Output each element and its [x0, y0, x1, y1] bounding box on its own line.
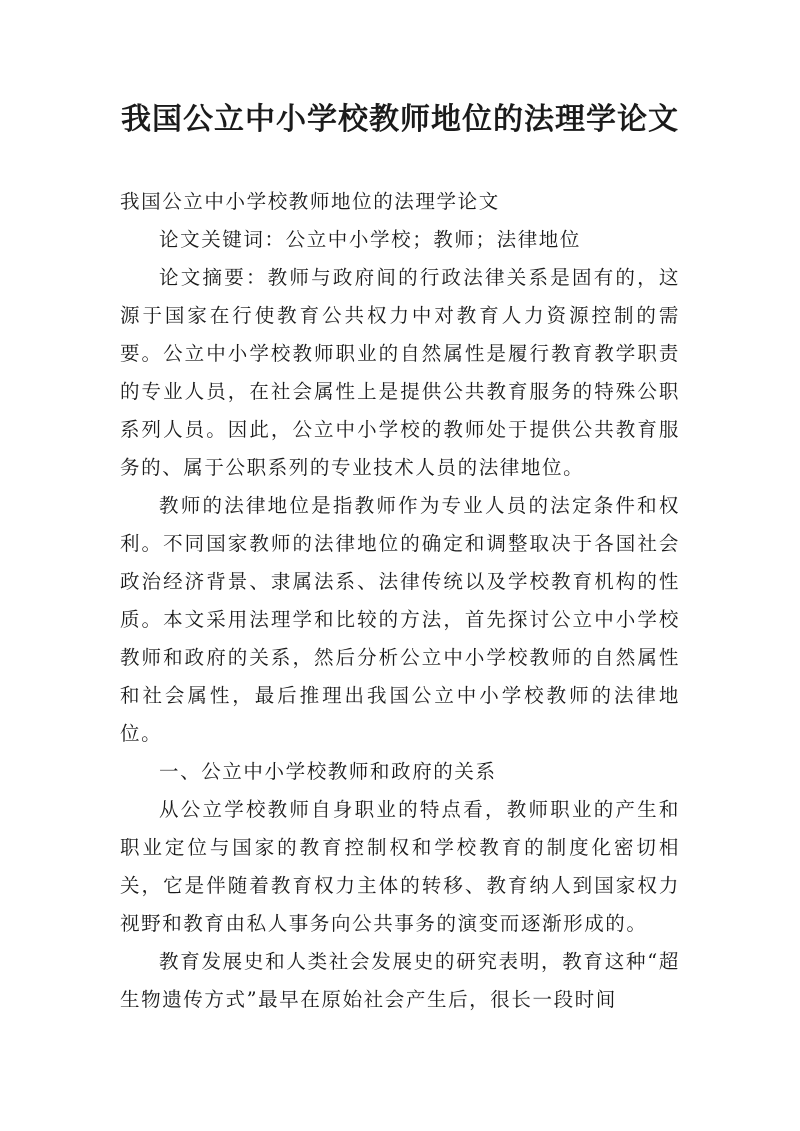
document-body — [120, 183, 680, 1019]
body-paragraph: 从公立学校教师自身职业的特点看，教师职业的产生和职业定位与国家的教育控制权和学校教育的制度化密切相关，它是伴随着教育权力主体的转移、教育纳人到国家权力视野和教育由私人事务向公共事务的演变而逐渐形成的。 — [120, 798, 680, 935]
intro-paragraph: 教师的法律地位是指教师作为专业人员的法定条件和权利。不同国家教师的法律地位的确定和调整取决于各国社会政治经济背景、隶属法系、法律传统以及学校教育机构的性质。本文采用法理学和比较的方法，首先探讨公立中小学校教师和政府的关系，然后分析公立中小学校教师的自然属性和社会属性，最后推理出我国公立中小学校教师的法律地位。 — [120, 494, 680, 745]
section-heading: 一、公立中小学校教师和政府的关系 — [159, 760, 497, 783]
abstract-paragraph: 论文摘要：教师与政府间的行政法律关系是固有的，这源于国家在行使教育公共权力中对教育人力资源控制的需要。公立中小学校教师职业的自然属性是履行教育教学职责的专业人员，在社会属性上是提供公共教育服务的特殊公职系列人员。因此，公立中小学校的教师处于提供公共教育服务的、属于公职系列的专业技术人员的法律地位。 — [120, 266, 680, 479]
article-title-line: 我国公立中小学校教师地位的法理学论文 — [120, 190, 500, 213]
body-paragraph: 教育发展史和人类社会发展史的研究表明，教育这种“超生物遗传方式”最早在原始社会产生后，很长一段时间 — [120, 950, 680, 1011]
document-title: 我国公立中小学校教师地位的法理学论文 — [121, 102, 679, 137]
keywords-paragraph: 论文关键词：公立中小学校；教师；法律地位 — [159, 228, 582, 251]
